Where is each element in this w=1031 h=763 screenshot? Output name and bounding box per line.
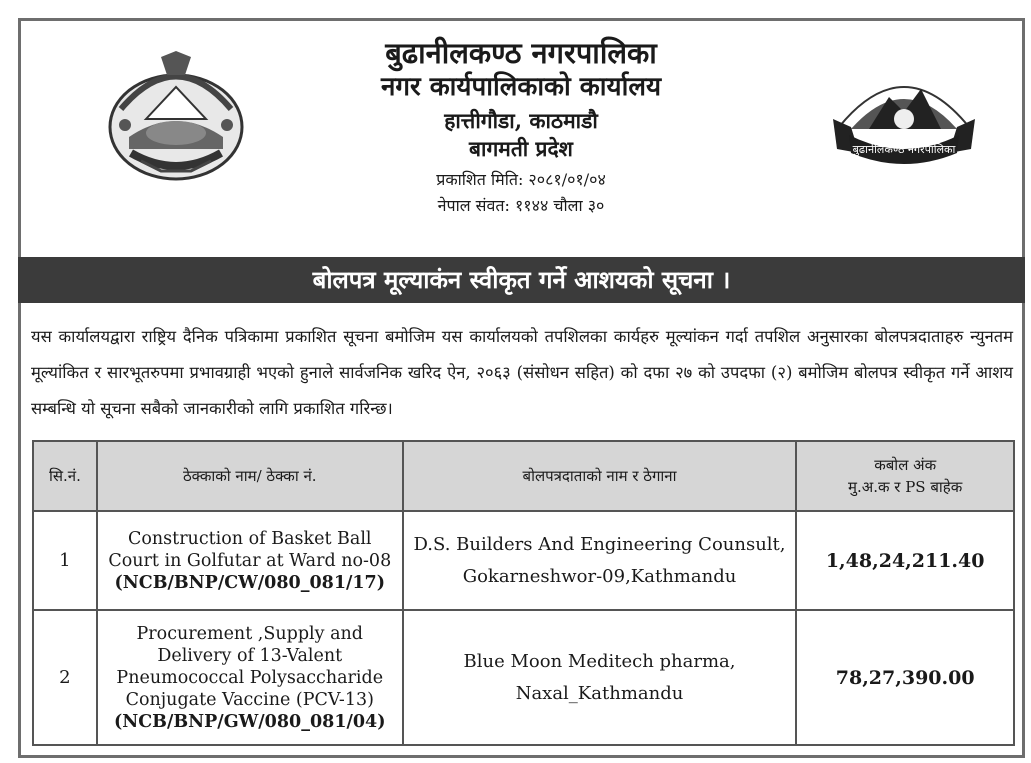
header-amount <box>796 441 1014 511</box>
published-date: प्रकाशित मिति: २०८१/०१/०४ <box>436 170 606 190</box>
row-sn: 1 <box>33 511 97 610</box>
header-contract: ठेक्काको नाम/ ठेक्का नं. <box>97 441 403 511</box>
seal-text: बुढानीलकण्ठ नगरपालिका <box>852 143 956 156</box>
table-row <box>33 610 1014 745</box>
notice-title-banner: बोलपत्र मूल्याकंन स्वीकृत गर्ने आशयको सूचना । <box>18 257 1025 303</box>
notice-frame <box>18 18 1025 758</box>
province-name: बागमती प्रदेश <box>469 136 573 161</box>
office-name: नगर कार्यपालिकाको कार्यालय <box>380 72 662 103</box>
nepal-emblem-icon <box>101 49 251 189</box>
header-amount-line2: मु.अ.क र PS बाहेक <box>848 478 963 496</box>
notice-body: यस कार्यालयद्वारा राष्ट्रिय दैनिक पत्रिकामा प्रकाशित सूचना बमोजिम यस कार्यालयको तपशिलका कार्यहरु मूल्यांकन गर्दा तपशिल अनुसारका बोलपत्रदाताहरु न्युनतम मूल्यांकित र सारभूतरुपमा प्रभावग्राही भएको हुनाले सार्वजनिक खरिद ऐन, २०६३ (संसोधन सहित) को दफा २७ को उपदफा (२) बमोजिम बोलपत्र स्वीकृत गर्ने आशय सम्बन्धि यो सूचना सबैको जानकारीको लागि प्रकाशित गरिन्छ। <box>31 327 1013 418</box>
org-name: बुढानीलकण्ठ नगरपालिका <box>385 36 657 70</box>
header-sn: सि.नं. <box>33 441 97 511</box>
row-bidder <box>403 610 797 745</box>
contract-code: (NCB/BNP/GW/080_081/04) <box>113 711 386 732</box>
row-contract <box>97 610 403 745</box>
row-amount: 78,27,390.00 <box>796 610 1014 745</box>
row-contract <box>97 511 403 610</box>
bidder-name: D.S. Builders And Engineering Counsult, <box>413 533 786 555</box>
municipality-seal-icon <box>829 57 979 167</box>
bidder-name: Blue Moon Meditech pharma, <box>463 650 736 672</box>
office-address: हात्तीगौडा, काठमाडौ <box>444 107 598 133</box>
row-sn: 2 <box>33 610 97 745</box>
contract-name: Construction of Basket Ball Court in Golfutar at Ward no-08 <box>108 528 392 571</box>
notice-header <box>21 21 1022 253</box>
contract-name: Procurement ,Supply and Delivery of 13-Valent Pneumococcal Polysaccharide Conjugate Vaccine (PCV-13) <box>116 623 384 710</box>
contract-code: (NCB/BNP/CW/080_081/17) <box>114 572 386 593</box>
table-row <box>33 511 1014 610</box>
tender-table <box>32 440 1015 746</box>
row-amount: 1,48,24,211.40 <box>796 511 1014 610</box>
row-bidder <box>403 511 797 610</box>
header-text-block <box>271 35 771 216</box>
nepal-sambat-date: नेपाल संवत: ११४४ चौला ३० <box>437 196 605 216</box>
header-bidder: बोलपत्रदाताको नाम र ठेगाना <box>403 441 797 511</box>
bidder-address: Gokarneshwor-09,Kathmandu <box>462 565 737 587</box>
header-amount-line1: कबोल अंक <box>874 455 937 474</box>
bidder-address: Naxal_Kathmandu <box>515 682 684 704</box>
table-header-row <box>33 441 1014 511</box>
